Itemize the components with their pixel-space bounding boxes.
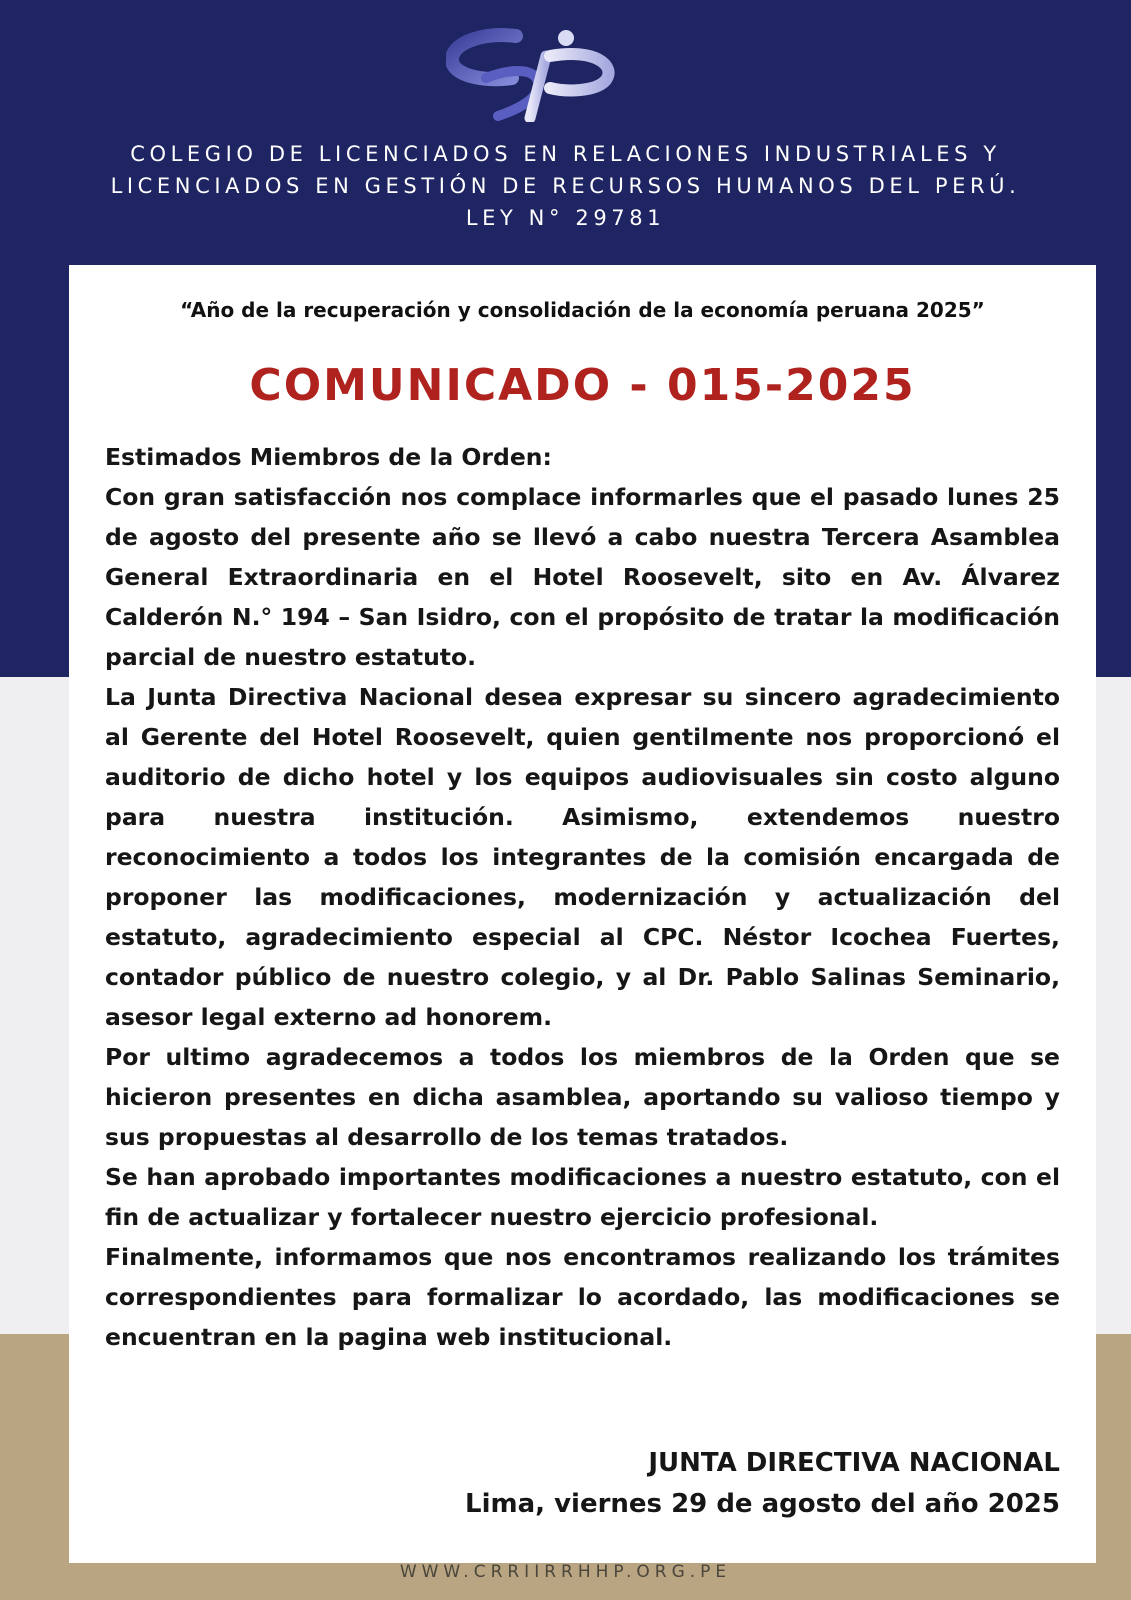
salutation: Estimados Miembros de la Orden: bbox=[105, 443, 552, 471]
signature-place-date: Lima, viernes 29 de agosto del año 2025 bbox=[465, 1489, 1060, 1519]
document-card bbox=[69, 265, 1096, 1563]
paragraph-assembly: Con gran satisfacción nos complace informarles que el pasado lunes 25 de agosto del presente año se llevó a cabo nuestra Tercera Asamblea General Extraordinaria en el Hotel Roosevelt, sito en Av. Álvarez Calderón N.° 194 – San Isidro, con el propósito de tratar la modificación parcial de nuestro estatuto. bbox=[105, 483, 1060, 671]
org-law-number: LEY N° 29781 bbox=[465, 206, 666, 230]
paragraph-approved: Se han aprobado importantes modificaciones a nuestro estatuto, con el fin de actualizar y fortalecer nuestro ejercicio profesional. bbox=[105, 1163, 1060, 1231]
signature-block bbox=[465, 1443, 1060, 1525]
document-body bbox=[105, 437, 1060, 1357]
organization-name bbox=[40, 138, 1091, 234]
org-name-line-2: LICENCIADOS EN GESTIÓN DE RECURSOS HUMANOS DEL PERÚ. bbox=[110, 174, 1021, 198]
website-link[interactable]: WWW.CRRIIRRHHP.ORG.PE bbox=[399, 1562, 732, 1582]
crp-logo-icon bbox=[446, 26, 618, 122]
signature-name: JUNTA DIRECTIVA NACIONAL bbox=[648, 1448, 1060, 1478]
paragraph-members: Por ultimo agradecemos a todos los miembros de la Orden que se hicieron presentes en dicha asamblea, aportando su valioso tiempo y sus propuestas al desarrollo de los temas tratados. bbox=[105, 1043, 1060, 1151]
org-name-line-1: COLEGIO DE LICENCIADOS EN RELACIONES INDUSTRIALES Y bbox=[130, 142, 1001, 166]
paragraph-thanks: La Junta Directiva Nacional desea expresar su sincero agradecimiento al Gerente del Hotel Roosevelt, quien gentilmente nos proporcionó el auditorio de dicho hotel y los equipos audiovisuales sin costo alguno para nuestra institución. Asimismo, extendemos nuestro reconocimiento a todos los integrantes de la comisión encargada de proponer las modificaciones, modernización y actualización del estatuto, agradecimiento especial al CPC. Néstor Icochea Fuertes, contador público de nuestro colegio, y al Dr. Pablo Salinas Seminario, asesor legal externo ad honorem. bbox=[105, 683, 1060, 1031]
document-title: COMUNICADO - 015-2025 bbox=[249, 360, 916, 411]
year-motto: “Año de la recuperación y consolidación de la economía peruana 2025” bbox=[180, 298, 985, 322]
paragraph-closing: Finalmente, informamos que nos encontramos realizando los trámites correspondientes para formalizar lo acordado, las modificaciones se encuentran en la pagina web institucional. bbox=[105, 1243, 1060, 1351]
